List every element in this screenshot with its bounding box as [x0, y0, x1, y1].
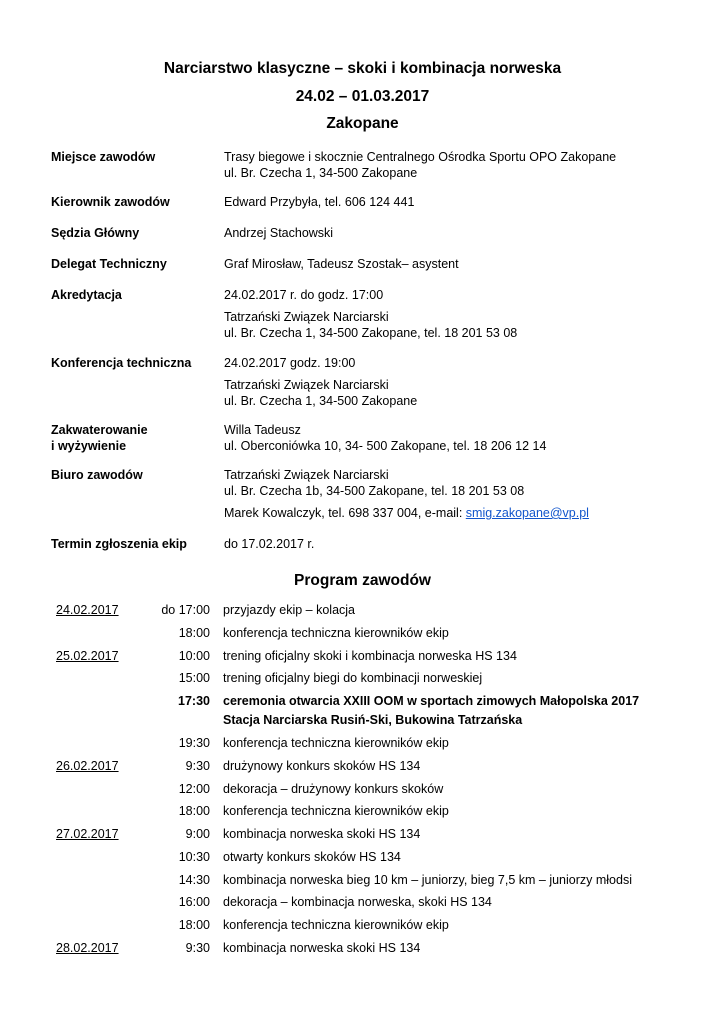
program-time: 18:00	[178, 918, 210, 932]
program-row	[56, 780, 696, 798]
program-desc: trening oficjalny skoki i kombinacja norweska HS 134	[223, 649, 517, 663]
program-row	[56, 624, 696, 642]
program-desc-location: Stacja Narciarska Rusiń-Ski, Bukowina Tatrzańska	[223, 713, 523, 727]
info-value-deadline: do 17.02.2017 r.	[224, 537, 315, 551]
program-time: 18:00	[178, 626, 210, 640]
info-value-office-3	[224, 505, 589, 521]
program-date: 25.02.2017	[56, 649, 119, 663]
program-desc: konferencja techniczna kierowników ekip	[223, 626, 449, 640]
program-row	[56, 916, 696, 934]
info-label-venue: Miejsce zawodów	[51, 150, 156, 164]
info-label-director: Kierownik zawodów	[51, 195, 170, 209]
program-time: 9:30	[185, 941, 210, 955]
program-desc: dekoracja – drużynowy konkurs skoków	[223, 782, 444, 796]
program-time: 14:30	[178, 873, 210, 887]
program-desc: kombinacja norweska skoki HS 134	[223, 941, 421, 955]
program-row	[56, 871, 696, 889]
program-time: 9:00	[185, 827, 210, 841]
program-row	[56, 825, 696, 843]
program-row-ceremony-location	[56, 711, 696, 729]
program-time: 18:00	[178, 804, 210, 818]
program-row-ceremony	[56, 692, 696, 710]
info-label-deadline: Termin zgłoszenia ekip	[51, 537, 187, 551]
program-time: 16:00	[178, 895, 210, 909]
info-label-accommodation-2: i wyżywienie	[51, 439, 127, 453]
program-row	[56, 734, 696, 752]
program-time: do 17:00	[161, 603, 210, 617]
program-time: 10:00	[178, 649, 210, 663]
info-value-venue-2: ul. Br. Czecha 1, 34-500 Zakopane	[224, 166, 418, 180]
program-desc: konferencja techniczna kierowników ekip	[223, 736, 449, 750]
program-row	[56, 848, 696, 866]
info-label-delegate: Delegat Techniczny	[51, 257, 167, 271]
program-time: 10:30	[178, 850, 210, 864]
info-value-accommodation-2: ul. Oberconiówka 10, 34- 500 Zakopane, tel. 18 206 12 14	[224, 439, 547, 453]
program-desc: konferencja techniczna kierowników ekip	[223, 804, 449, 818]
info-value-accreditation-2: Tatrzański Związek Narciarski	[224, 310, 389, 324]
program-time: 15:00	[178, 671, 210, 685]
program-row	[56, 802, 696, 820]
program-time: 9:30	[185, 759, 210, 773]
info-value-office-1: Tatrzański Związek Narciarski	[224, 468, 389, 482]
program-date: 28.02.2017	[56, 941, 119, 955]
program-desc: ceremonia otwarcia XXIII OOM w sportach zimowych Małopolska 2017	[223, 694, 640, 708]
office-contact-text: Marek Kowalczyk, tel. 698 337 004, e-mail:	[224, 506, 466, 520]
info-value-accreditation-3: ul. Br. Czecha 1, 34-500 Zakopane, tel. 18 201 53 08	[224, 326, 518, 340]
info-value-office-2: ul. Br. Czecha 1b, 34-500 Zakopane, tel. 18 201 53 08	[224, 484, 525, 498]
program-time: 17:30	[178, 694, 210, 708]
program-date: 26.02.2017	[56, 759, 119, 773]
info-label-conference: Konferencja techniczna	[51, 356, 192, 370]
title-location: Zakopane	[326, 115, 399, 132]
program-row	[56, 647, 696, 665]
info-value-accreditation-1: 24.02.2017 r. do godz. 17:00	[224, 288, 384, 302]
program-time: 19:30	[178, 736, 210, 750]
program-row	[56, 893, 696, 911]
program-row	[56, 669, 696, 687]
program-desc: drużynowy konkurs skoków HS 134	[223, 759, 421, 773]
program-desc: trening oficjalny biegi do kombinacji norweskiej	[223, 671, 483, 685]
program-row	[56, 757, 696, 775]
info-value-conference-3: ul. Br. Czecha 1, 34-500 Zakopane	[224, 394, 418, 408]
program-desc: konferencja techniczna kierowników ekip	[223, 918, 449, 932]
title-discipline: Narciarstwo klasyczne – skoki i kombinacja norweska	[163, 60, 562, 77]
program-desc: otwarty konkurs skoków HS 134	[223, 850, 401, 864]
office-email-link[interactable]: smig.zakopane@vp.pl	[465, 506, 589, 520]
info-value-judge: Andrzej Stachowski	[224, 226, 334, 240]
program-date: 24.02.2017	[56, 603, 119, 617]
info-label-accommodation: Zakwaterowanie	[51, 423, 148, 437]
info-value-director: Edward Przybyła, tel. 606 124 441	[224, 195, 415, 209]
title-dates: 24.02 – 01.03.2017	[295, 88, 430, 105]
info-value-delegate: Graf Mirosław, Tadeusz Szostak– asystent	[224, 257, 459, 271]
program-desc: kombinacja norweska skoki HS 134	[223, 827, 421, 841]
program-date: 27.02.2017	[56, 827, 119, 841]
program-desc: dekoracja – kombinacja norweska, skoki HS 134	[223, 895, 492, 909]
program-title: Program zawodów	[294, 572, 431, 589]
info-value-venue-1: Trasy biegowe i skocznie Centralnego Ośrodka Sportu OPO Zakopane	[224, 150, 617, 164]
program-desc: przyjazdy ekip – kolacja	[223, 603, 356, 617]
info-label-accreditation: Akredytacja	[51, 288, 122, 302]
program-row	[56, 601, 696, 619]
program-desc: kombinacja norweska bieg 10 km – juniorzy, bieg 7,5 km – juniorzy młodsi	[223, 873, 632, 887]
info-value-accommodation-1: Willa Tadeusz	[224, 423, 301, 437]
program-time: 12:00	[178, 782, 210, 796]
info-value-conference-2: Tatrzański Związek Narciarski	[224, 378, 389, 392]
info-label-judge: Sędzia Główny	[51, 226, 140, 240]
info-label-office: Biuro zawodów	[51, 468, 143, 482]
info-value-conference-1: 24.02.2017 godz. 19:00	[224, 356, 356, 370]
program-row	[56, 939, 696, 957]
